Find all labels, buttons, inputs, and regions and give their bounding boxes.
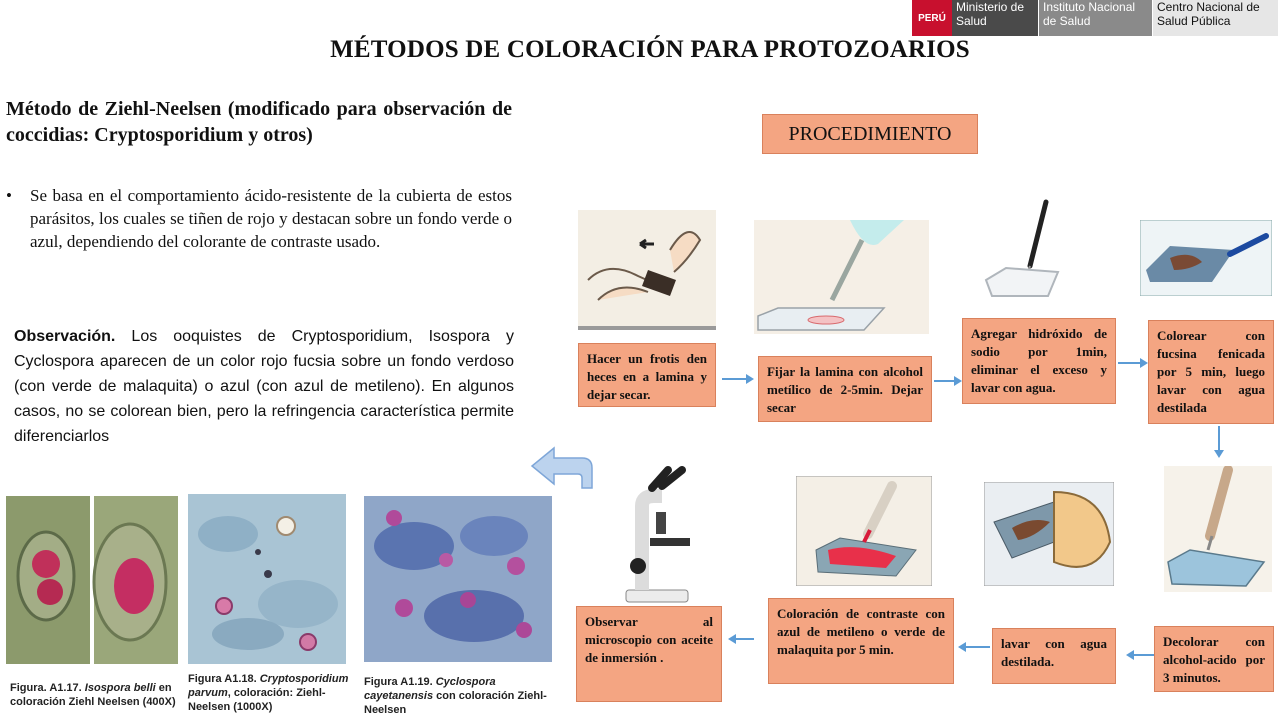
figure-caption: Figura A1.19. Cyclospora cayetanensis con coloración Ziehl-Neelsen xyxy=(364,676,547,716)
page-title: MÉTODOS DE COLORACIÓN PARA PROTOZOARIOS xyxy=(330,36,970,63)
return-arrow-icon xyxy=(528,444,598,490)
ministry-logo: Ministerio de Salud xyxy=(952,0,1038,36)
step-3-box: Agregar hidróxido de sodio por 1min, eliminar el exceso y lavar con agua. xyxy=(962,318,1116,404)
bullet-icon: • xyxy=(6,186,12,205)
arrow-left-icon xyxy=(1124,648,1156,662)
institute-logo: Instituto Nacional de Salud xyxy=(1038,0,1152,36)
counterstain-image xyxy=(796,476,932,586)
figure-caption: Figura. A1.17. Isospora belli en coloración Ziehl Neelsen (400X) xyxy=(10,682,176,708)
center-logo: Centro Nacional de Salud Pública xyxy=(1152,0,1278,36)
figure-caption: Figura A1.18. Cryptosporidium parvum, coloración: Ziehl-Neelsen (1000X) xyxy=(188,673,349,713)
observation-text: Los ooquistes de Cryptosporidium, Isospora y Cyclospora aparecen de un color rojo fucsia sobre un fondo verdoso (con verde de malaquita) o azul (con azul de metileno). En algunos casos, no se colorean bien, pero la refringencia característica permite diferenciarlos xyxy=(14,328,514,445)
header-logos xyxy=(912,0,1278,36)
figure-cyclospora-image xyxy=(364,496,552,662)
arrow-right-icon xyxy=(720,372,756,386)
step-4-box: Colorear con fucsina fenicada por 5 min, luego lavar con agua destilada xyxy=(1148,320,1274,424)
step-8-box: Observar al microscopio con aceite de inmersión . xyxy=(576,606,722,702)
step-5-box: Decolorar con alcohol-acido por 3 minutos. xyxy=(1154,626,1274,692)
method-bullet xyxy=(6,184,512,253)
decolorize-image xyxy=(1164,466,1272,592)
procedure-title: PROCEDIMIENTO xyxy=(762,114,978,154)
figure-cryptosporidium-image xyxy=(188,494,346,664)
dropper-slide-image xyxy=(978,192,1084,306)
peru-logo: PERÚ xyxy=(912,0,952,36)
arrow-right-icon xyxy=(1116,356,1150,370)
arrow-left-icon xyxy=(956,640,992,654)
rinse-slide-image xyxy=(984,482,1114,586)
step-1-box: Hacer un frotis den heces en a lamina y dejar secar. xyxy=(578,343,716,407)
smear-hands-image xyxy=(578,210,716,330)
step-7-box: Coloración de contraste con azul de metileno o verde de malaquita por 5 min. xyxy=(768,598,954,684)
arrow-right-icon xyxy=(932,374,964,388)
microscope-image xyxy=(612,466,702,606)
observation-label: Observación. xyxy=(14,328,116,345)
figure-isospora-image xyxy=(6,496,178,664)
arrow-down-icon xyxy=(1212,424,1226,460)
step-2-box: Fijar la lamina con alcohol metílico de 2-5min. Dejar secar xyxy=(758,356,932,422)
fuchsin-stain-image xyxy=(1140,220,1272,296)
method-description: Se basa en el comportamiento ácido-resistente de la cubierta de estos parásitos, los cuales se tiñen de rojo y destacan sobre un fondo verde o azul, dependiendo del colorante de contraste usado. xyxy=(30,186,512,251)
arrow-left-icon xyxy=(726,632,756,646)
method-title: Método de Ziehl-Neelsen (modificado para observación de coccidias: Cryptosporidium y otros) xyxy=(6,98,512,146)
step-6-box: lavar con agua destilada. xyxy=(992,628,1116,684)
observation-paragraph xyxy=(14,324,514,449)
pipette-slide-image xyxy=(754,220,929,334)
